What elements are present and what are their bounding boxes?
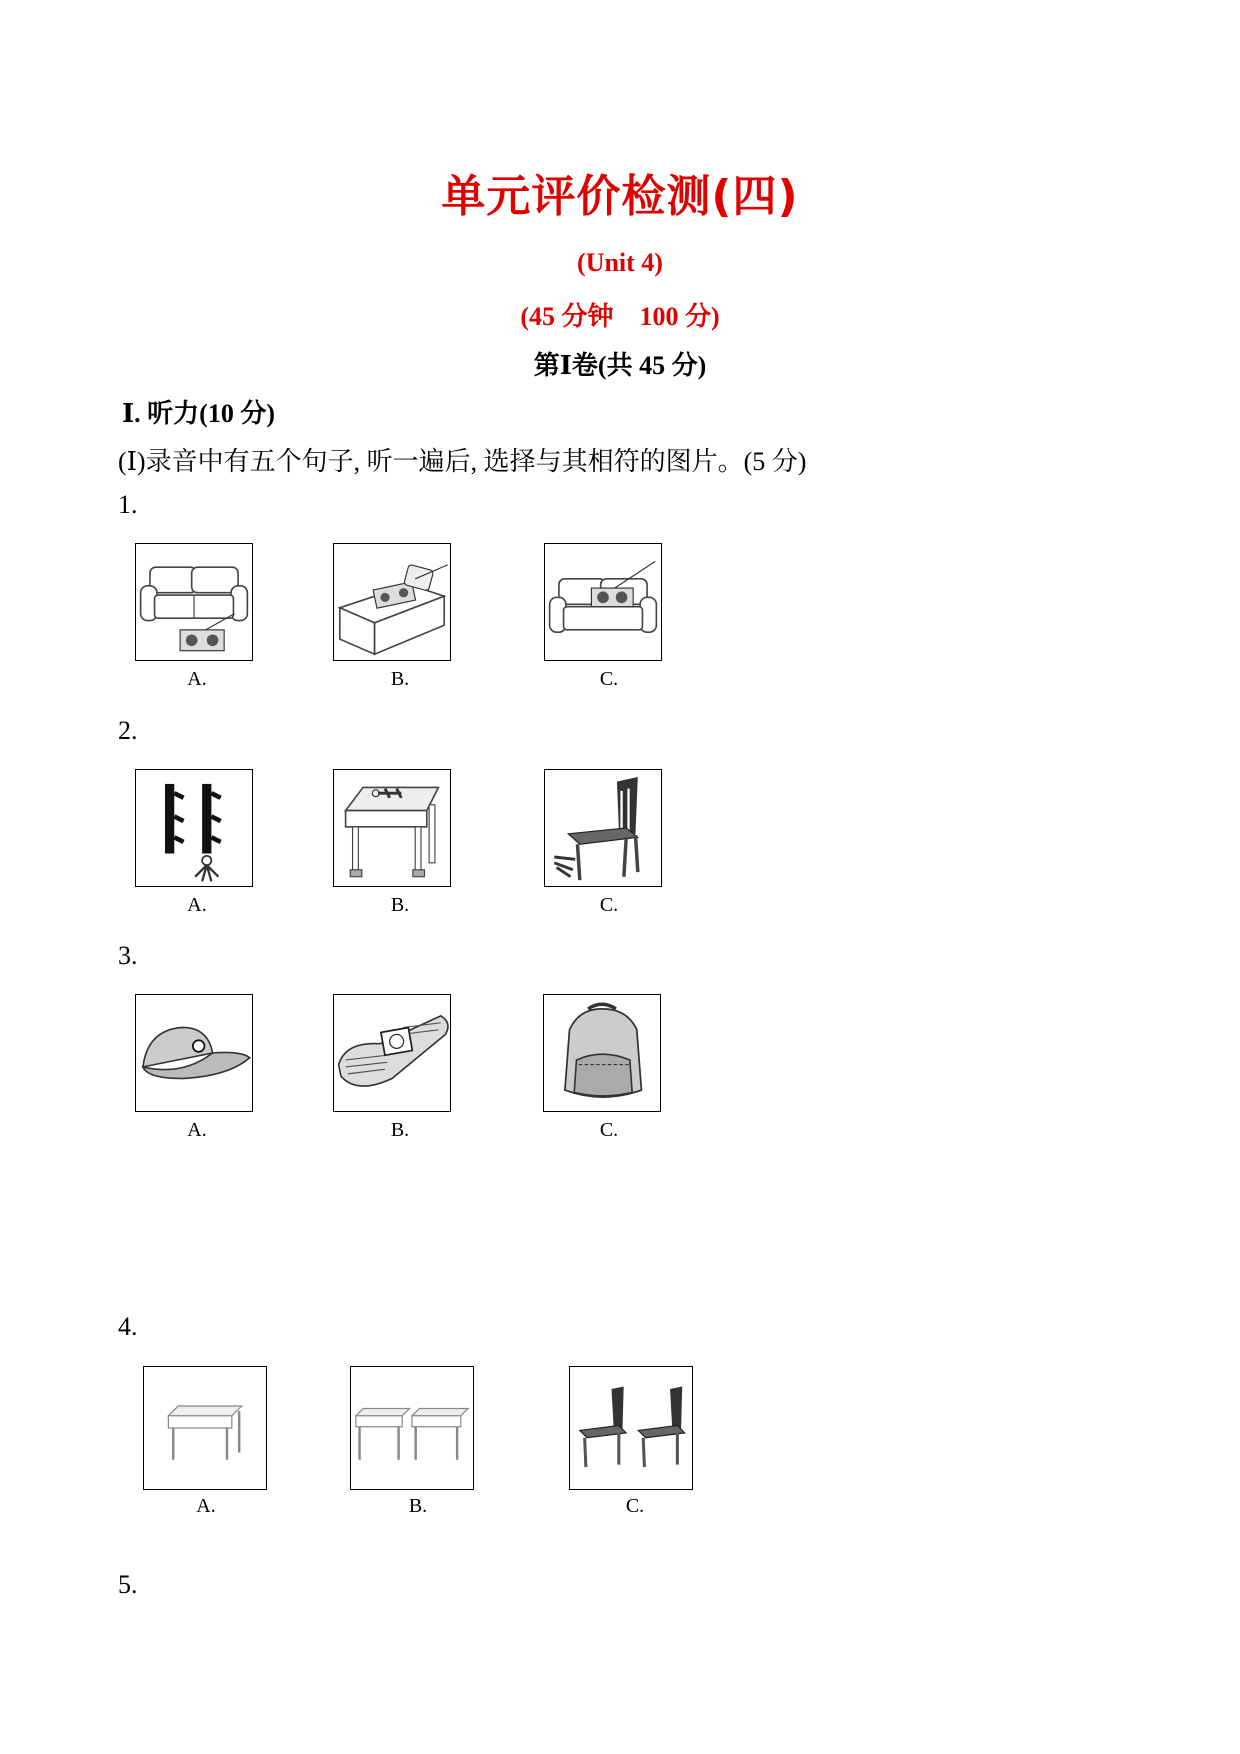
option-label: C. bbox=[625, 1495, 645, 1517]
option-label: A. bbox=[196, 1495, 216, 1517]
question-number: 5. bbox=[118, 1570, 138, 1599]
backpack-icon[interactable] bbox=[543, 994, 661, 1112]
unit-subtitle: (Unit 4) bbox=[577, 248, 663, 277]
keys-on-table-icon[interactable] bbox=[333, 769, 451, 887]
option-label: B. bbox=[390, 1119, 410, 1141]
cap-icon[interactable] bbox=[135, 994, 253, 1112]
option-label: C. bbox=[599, 894, 619, 916]
volume-heading: 第Ⅰ卷(共 45 分) bbox=[533, 351, 707, 380]
keys-on-hooks-icon[interactable] bbox=[135, 769, 253, 887]
bed-with-radio-icon[interactable] bbox=[333, 543, 451, 661]
option-label: A. bbox=[187, 894, 207, 916]
clock-on-mat-icon[interactable] bbox=[333, 994, 451, 1112]
section-instruction: (Ⅰ)录音中有五个句子, 听一遍后, 选择与其相符的图片。(5 分) bbox=[118, 447, 807, 476]
page-title: 单元评价检测(四) bbox=[441, 171, 799, 222]
option-label: B. bbox=[408, 1495, 428, 1517]
question-number: 3. bbox=[118, 941, 138, 970]
option-label: B. bbox=[390, 894, 410, 916]
keys-under-chair-icon[interactable] bbox=[544, 769, 662, 887]
question-number: 2. bbox=[118, 716, 138, 745]
option-label: A. bbox=[187, 668, 207, 690]
option-label: B. bbox=[390, 668, 410, 690]
section-heading: Ⅰ. 听力(10 分) bbox=[122, 399, 275, 428]
option-label: C. bbox=[599, 1119, 619, 1141]
two-desks-icon[interactable] bbox=[350, 1366, 474, 1490]
one-desk-icon[interactable] bbox=[143, 1366, 267, 1490]
sofa-with-radio-on-icon[interactable] bbox=[544, 543, 662, 661]
question-number: 4. bbox=[118, 1312, 138, 1341]
question-number: 1. bbox=[118, 490, 138, 519]
sofa-with-radio-under-icon[interactable] bbox=[135, 543, 253, 661]
option-label: A. bbox=[187, 1119, 207, 1141]
two-chairs-icon[interactable] bbox=[569, 1366, 693, 1490]
option-label: C. bbox=[599, 668, 619, 690]
time-score: (45 分钟 100 分) bbox=[520, 302, 720, 331]
